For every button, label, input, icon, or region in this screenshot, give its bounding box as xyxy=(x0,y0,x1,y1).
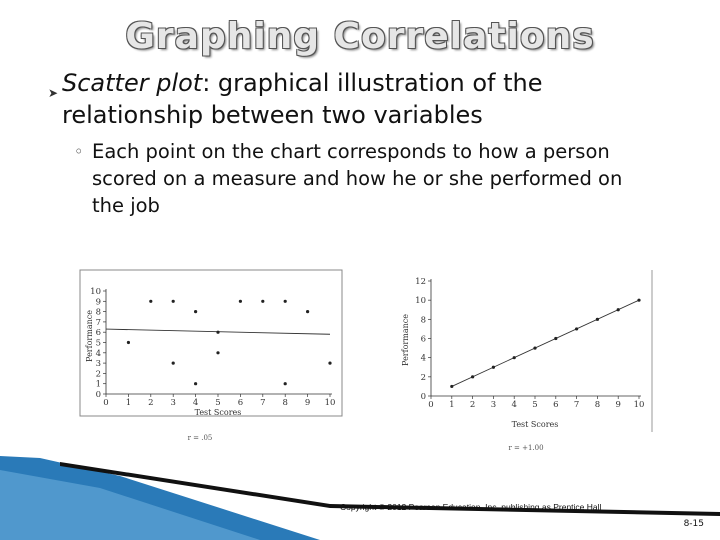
slide-title: Graphing Correlations xyxy=(125,16,595,57)
bullet-text: : graphical illustration of the relationship between two variables xyxy=(62,69,543,129)
data-point xyxy=(637,299,640,302)
y-tick-label: 8 xyxy=(420,315,426,326)
scatter-chart-right xyxy=(401,270,652,452)
x-tick-label: 10 xyxy=(324,398,336,408)
y-tick-label: 2 xyxy=(420,372,426,383)
x-tick-label: 0 xyxy=(428,400,434,410)
y-tick-label: 8 xyxy=(95,307,101,318)
y-tick-label: 6 xyxy=(95,328,101,339)
x-tick-label: 10 xyxy=(633,400,645,410)
y-tick-label: 4 xyxy=(420,353,426,364)
y-tick-label: 1 xyxy=(95,379,101,390)
data-point xyxy=(284,382,287,385)
data-point xyxy=(575,327,578,330)
bottom-swoosh-decoration xyxy=(0,456,720,540)
y-tick-label: 3 xyxy=(95,359,101,370)
x-tick-label: 3 xyxy=(170,398,176,408)
x-tick-label: 8 xyxy=(282,398,288,408)
x-axis-label: Test Scores xyxy=(511,420,559,429)
x-axis-label: Test Scores xyxy=(194,408,242,417)
data-point xyxy=(284,300,287,303)
data-point xyxy=(216,351,219,354)
data-point xyxy=(261,300,264,303)
data-point xyxy=(127,341,130,344)
data-point xyxy=(328,362,331,365)
x-tick-label: 8 xyxy=(594,400,601,410)
y-tick-label: 6 xyxy=(420,334,426,345)
data-point xyxy=(306,310,309,313)
data-point xyxy=(492,366,495,369)
data-point xyxy=(617,308,620,311)
trend-line xyxy=(452,300,639,386)
x-tick-label: 0 xyxy=(103,398,109,408)
x-tick-label: 6 xyxy=(237,398,244,408)
correlation-caption: r = +1.00 xyxy=(508,444,544,452)
data-point xyxy=(533,346,536,349)
y-axis-label: Performance xyxy=(401,314,410,366)
x-tick-label: 5 xyxy=(532,400,538,410)
x-tick-label: 9 xyxy=(304,398,311,408)
y-tick-label: 12 xyxy=(415,277,426,287)
data-point xyxy=(554,337,557,340)
page-number: 8-15 xyxy=(683,519,704,529)
data-point xyxy=(194,310,197,313)
y-tick-label: 0 xyxy=(95,390,101,400)
y-axis-label: Performance xyxy=(85,310,94,362)
x-tick-label: 1 xyxy=(449,400,455,410)
y-tick-label: 10 xyxy=(415,296,426,307)
x-tick-label: 7 xyxy=(573,400,580,410)
data-point xyxy=(471,375,474,378)
data-point xyxy=(216,331,219,334)
y-tick-label: 2 xyxy=(95,369,101,380)
data-point xyxy=(194,382,197,385)
x-tick-label: 9 xyxy=(615,400,621,410)
y-tick-label: 7 xyxy=(95,317,101,328)
data-point xyxy=(172,300,175,303)
x-tick-label: 6 xyxy=(553,400,559,410)
data-point xyxy=(172,362,175,365)
x-tick-label: 7 xyxy=(260,398,266,408)
data-point xyxy=(513,356,516,359)
y-tick-label: 4 xyxy=(95,348,101,359)
bullet-term: Scatter plot xyxy=(62,69,203,97)
x-tick-label: 1 xyxy=(125,398,132,408)
y-tick-label: 9 xyxy=(95,297,101,308)
x-tick-label: 4 xyxy=(511,400,517,410)
y-tick-label: 0 xyxy=(420,392,426,402)
circle-bullet-icon: ◦ xyxy=(74,142,84,161)
x-tick-label: 4 xyxy=(192,398,199,408)
data-point xyxy=(149,300,152,303)
scatter-chart-left xyxy=(80,270,342,442)
copyright-text: Copyright © 2012 Pearson Education, Inc. publishing as Prentice Hall xyxy=(340,502,602,512)
x-tick-label: 2 xyxy=(469,400,476,410)
y-tick-label: 10 xyxy=(90,287,101,297)
x-tick-label: 3 xyxy=(490,400,497,410)
data-point xyxy=(596,318,599,321)
arrow-bullet-icon: ➤ xyxy=(48,86,59,100)
data-point xyxy=(450,385,453,388)
sub-bullet-text: Each point on the chart corresponds to how a person scored on a measure and how he or she performed on the job xyxy=(92,140,623,217)
x-tick-label: 2 xyxy=(148,398,154,408)
data-point xyxy=(239,300,242,303)
correlation-caption: r = .05 xyxy=(187,434,213,442)
x-tick-label: 5 xyxy=(215,398,221,408)
y-tick-label: 5 xyxy=(95,338,101,349)
